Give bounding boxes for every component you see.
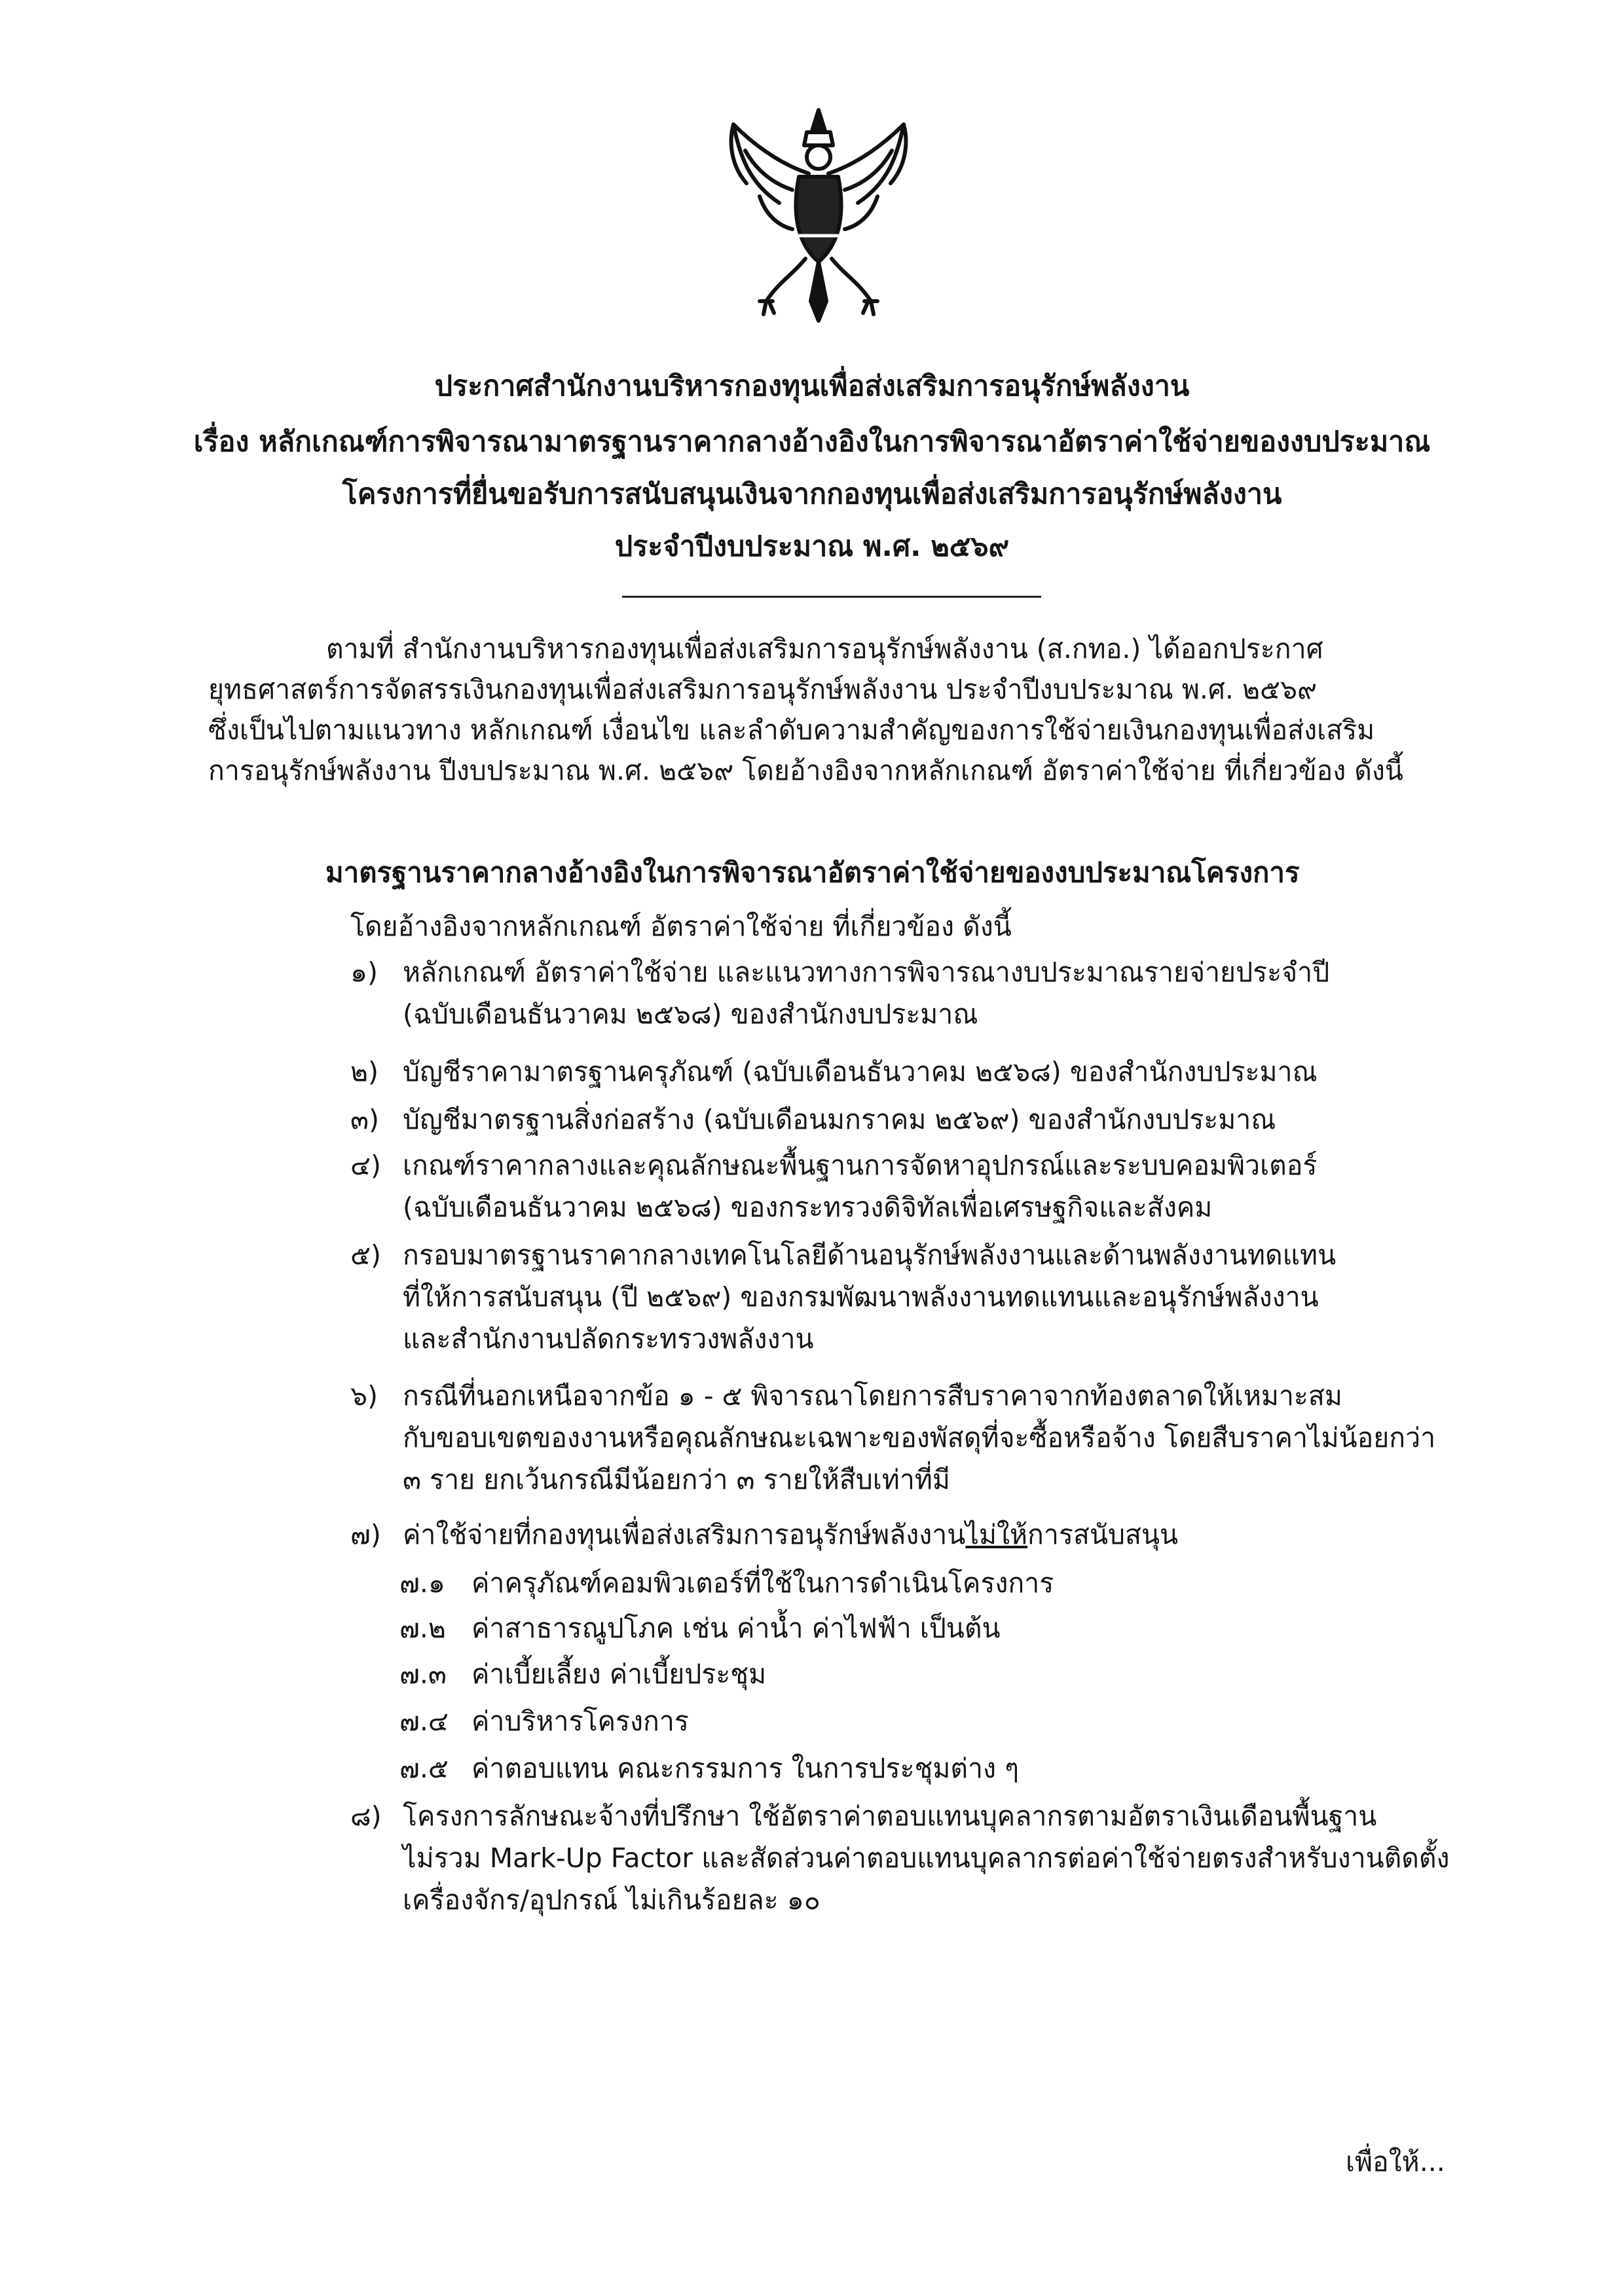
preamble-line: ยุทธศาสตร์การจัดสรรเงินกองทุนเพื่อส่งเสริมการอนุรักษ์พลังงาน ประจำปีงบประมาณ พ.ศ. ๒๕๖๙	[208, 674, 1318, 705]
item-number: ๒)	[350, 1056, 379, 1087]
sub-item-number: ๗.๒	[399, 1613, 446, 1644]
item7-text-before: ค่าใช้จ่ายที่กองทุนเพื่อส่งเสริมการอนุรักษ์พลังงาน	[403, 1519, 966, 1550]
sub-item	[399, 1562, 1054, 1605]
heading-line-1: ประกาศสำนักงานบริหารกองทุนเพื่อส่งเสริมการอนุรักษ์พลังงาน	[434, 370, 1190, 403]
item-text: ที่ให้การสนับสนุน (ปี ๒๕๖๙) ของกรมพัฒนาพลังงานทดแทนและอนุรักษ์พลังงาน	[403, 1281, 1319, 1313]
sub-item-text: ค่าสาธารณูปโภค เช่น ค่าน้ำ ค่าไฟฟ้า เป็นต้น	[471, 1613, 1001, 1644]
item7-underlined: ไม่ให้	[965, 1519, 1028, 1550]
sub-item-number: ๗.๔	[399, 1705, 449, 1737]
item-text: กรณีที่นอกเหนือจากข้อ ๑ - ๕ พิจารณาโดยการสืบราคาจากท้องตลาดให้เหมาะสม	[403, 1380, 1342, 1412]
continued-marker: เพื่อให้...	[1346, 2146, 1445, 2178]
item-number: ๕)	[350, 1239, 382, 1271]
item-number: ๘)	[350, 1800, 382, 1832]
item-text: บัญชีมาตรฐานสิ่งก่อสร้าง (ฉบับเดือนมกราคม ๒๕๖๙) ของสำนักงบประมาณ	[403, 1104, 1276, 1135]
heading-divider	[622, 596, 1041, 598]
heading-line-4: ประจำปีงบประมาณ พ.ศ. ๒๕๖๙	[614, 530, 1010, 563]
garuda-emblem-icon	[720, 105, 917, 327]
section-intro: โดยอ้างอิงจากหลักเกณฑ์ อัตราค่าใช้จ่าย ที่เกี่ยวข้อง ดังนี้	[350, 911, 1012, 942]
item-text	[403, 1514, 1477, 1556]
sub-item	[399, 1747, 1019, 1790]
item-text: กรอบมาตรฐานราคากลางเทคโนโลยีด้านอนุรักษ์พลังงานและด้านพลังงานทดแทน	[403, 1239, 1337, 1271]
item-text: (ฉบับเดือนธันวาคม ๒๕๖๘) ของสำนักงบประมาณ	[403, 998, 978, 1030]
sub-item	[399, 1607, 1000, 1650]
section-title: มาตรฐานราคากลางอ้างอิงในการพิจารณาอัตราค่าใช้จ่ายของงบประมาณโครงการ	[325, 856, 1300, 888]
item-text: กับขอบเขตของงานหรือคุณลักษณะเฉพาะของพัสดุที่จะซื้อหรือจ้าง โดยสืบราคาไม่น้อยกว่า	[403, 1422, 1436, 1453]
heading-line-3: โครงการที่ยื่นขอรับการสนับสนุนเงินจากกองทุนเพื่อส่งเสริมการอนุรักษ์พลังงาน	[342, 478, 1282, 511]
item-number: ๓)	[350, 1104, 380, 1135]
item-text: เครื่องจักร/อุปกรณ์ ไม่เกินร้อยละ ๑๐	[403, 1884, 821, 1916]
item-text: (ฉบับเดือนธันวาคม ๒๕๖๘) ของกระทรวงดิจิทัลเพื่อเศรษฐกิจและสังคม	[403, 1192, 1213, 1223]
sub-item-text: ค่าเบี้ยเลี้ยง ค่าเบี้ยประชุม	[471, 1658, 767, 1690]
preamble-line: ซึ่งเป็นไปตามแนวทาง หลักเกณฑ์ เงื่อนไข และลำดับความสำคัญของการใช้จ่ายเงินกองทุนเพื่อส่งเสริม	[208, 714, 1375, 746]
sub-item-text: ค่าตอบแทน คณะกรรมการ ในการประชุมต่าง ๆ	[471, 1753, 1020, 1784]
item-number: ๗)	[350, 1519, 381, 1550]
preamble-line: ตามที่ สำนักงานบริหารกองทุนเพื่อส่งเสริมการอนุรักษ์พลังงาน (ส.กทอ.) ได้ออกประกาศ	[326, 633, 1323, 665]
item-text: และสำนักงานปลัดกระทรวงพลังงาน	[403, 1323, 814, 1355]
item-text: โครงการลักษณะจ้างที่ปรึกษา ใช้อัตราค่าตอบแทนบุคลากรตามอัตราเงินเดือนพื้นฐาน	[403, 1800, 1377, 1832]
heading-line-2: เรื่อง หลักเกณฑ์การพิจารณามาตรฐานราคากลางอ้างอิงในการพิจารณาอัตราค่าใช้จ่ายของงบประมาณ	[193, 426, 1431, 458]
sub-item	[399, 1700, 689, 1743]
sub-item-number: ๗.๓	[399, 1658, 447, 1690]
sub-item-text: ค่าครุภัณฑ์คอมพิวเตอร์ที่ใช้ในการดำเนินโครงการ	[471, 1567, 1054, 1599]
item-text: เกณฑ์ราคากลางและคุณลักษณะพื้นฐานการจัดหาอุปกรณ์และระบบคอมพิวเตอร์	[403, 1150, 1318, 1181]
item-text: ไม่รวม Mark-Up Factor และสัดส่วนค่าตอบแทนบุคลากรต่อค่าใช้จ่ายตรงสำหรับงานติดตั้ง	[403, 1842, 1450, 1874]
sub-item-number: ๗.๑	[399, 1567, 445, 1599]
item-number: ๑)	[350, 957, 378, 988]
preamble-paragraph	[208, 629, 1452, 791]
item-text: บัญชีราคามาตรฐานครุภัณฑ์ (ฉบับเดือนธันวาคม ๒๕๖๘) ของสำนักงบประมาณ	[403, 1056, 1318, 1087]
sub-item-text: ค่าบริหารโครงการ	[471, 1705, 689, 1737]
sub-item	[399, 1653, 766, 1696]
item-number: ๖)	[350, 1380, 378, 1412]
sub-item-number: ๗.๕	[399, 1753, 449, 1784]
item-number: ๔)	[350, 1150, 382, 1181]
item-text: หลักเกณฑ์ อัตราค่าใช้จ่าย และแนวทางการพิจารณางบประมาณรายจ่ายประจำปี	[403, 957, 1330, 988]
item-text: ๓ ราย ยกเว้นกรณีมีน้อยกว่า ๓ รายให้สืบเท่าที่มี	[403, 1464, 950, 1495]
preamble-line: การอนุรักษ์พลังงาน ปีงบประมาณ พ.ศ. ๒๕๖๙ โดยอ้างอิงจากหลักเกณฑ์ อัตราค่าใช้จ่าย ที่เกี่ยวข้อง ดังนี้	[208, 755, 1403, 786]
item7-text-after: การสนับสนุน	[1027, 1519, 1179, 1550]
